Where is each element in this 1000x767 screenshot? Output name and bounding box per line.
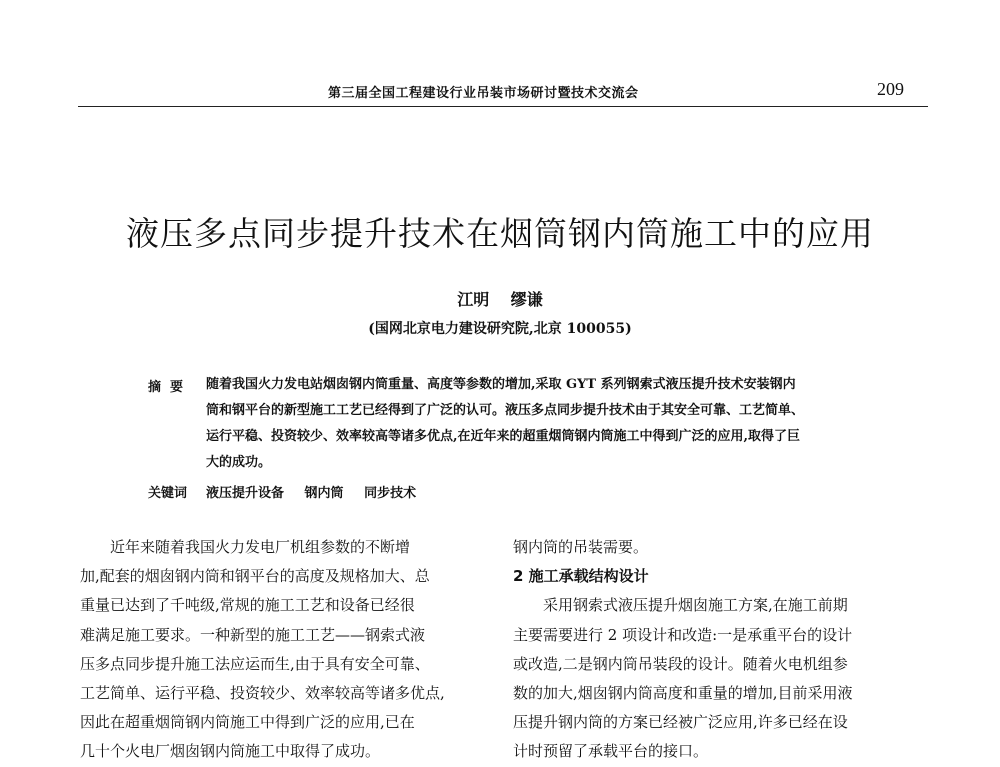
authors: 江明 缪谦: [457, 290, 543, 309]
body-left-column: [80, 533, 500, 767]
body-line: 数的加大,烟囱钢内筒高度和重量的增加,目前采用液: [513, 684, 853, 703]
abstract-line: 大的成功。: [206, 455, 272, 470]
body-line: 计时预留了承载平台的接口。: [513, 742, 709, 761]
page-number: 209: [877, 79, 904, 99]
abstract-line: 随着我国火力发电站烟囱钢内筒重量、高度等参数的增加,采取 GYT 系列钢索式液压提升技术安装钢内: [206, 377, 796, 392]
keyword: 同步技术: [364, 486, 417, 501]
running-title: 第三届全国工程建设行业吊装市场研讨暨技术交流会: [328, 86, 639, 101]
body-line: 工艺简单、运行平稳、投资较少、效率较高等诸多优点,: [80, 684, 445, 703]
affiliation: (国网北京电力建设研究院,北京 100055): [368, 321, 632, 337]
section-heading: 2 施工承载结构设计: [513, 567, 649, 586]
body-line: 钢内筒的吊装需要。: [513, 538, 649, 556]
keywords-label: 关键词: [148, 486, 188, 501]
body-line: 因此在超重烟筒钢内筒施工中得到广泛的应用,已在: [80, 713, 415, 732]
abstract-line: 运行平稳、投资较少、效率较高等诸多优点,在近年来的超重烟筒钢内筒施工中得到广泛的应用,取得了巨: [206, 429, 801, 444]
body-line: 近年来随着我国火力发电厂机组参数的不断增: [110, 538, 411, 556]
paper-title: 液压多点同步提升技术在烟筒钢内筒施工中的应用: [126, 214, 874, 253]
abstract-line: 筒和钢平台的新型施工工艺已经得到了广泛的认可。液压多点同步提升技术由于其安全可靠、工艺简单、: [206, 403, 805, 418]
abstract-label: 摘要: [148, 380, 193, 395]
body-line: 难满足施工要求。一种新型的施工工艺——钢索式液: [80, 625, 426, 644]
body-line: 主要需要进行 2 项设计和改造:一是承重平台的设计: [513, 625, 853, 644]
body-line: 或改造,二是钢内筒吊装段的设计。随着火电机组参: [513, 654, 848, 673]
body-line: 几十个火电厂烟囱钢内筒施工中取得了成功。: [80, 742, 381, 761]
body-line: 加,配套的烟囱钢内筒和钢平台的高度及规格加大、总: [80, 567, 430, 586]
running-header: [78, 78, 928, 107]
keywords-list: [206, 482, 432, 501]
body-line: 压提升钢内筒的方案已经被广泛应用,许多已经在设: [513, 713, 848, 732]
keyword: 钢内筒: [304, 486, 344, 501]
body-right-column: [513, 533, 933, 767]
body-line: 重量已达到了千吨级,常规的施工工艺和设备已经很: [80, 596, 415, 615]
body-line: 采用钢索式液压提升烟囱施工方案,在施工前期: [543, 596, 848, 615]
body-line: 压多点同步提升施工法应运而生,由于具有安全可靠、: [80, 654, 430, 673]
abstract-body: [206, 372, 906, 476]
keyword: 液压提升设备: [206, 486, 285, 501]
